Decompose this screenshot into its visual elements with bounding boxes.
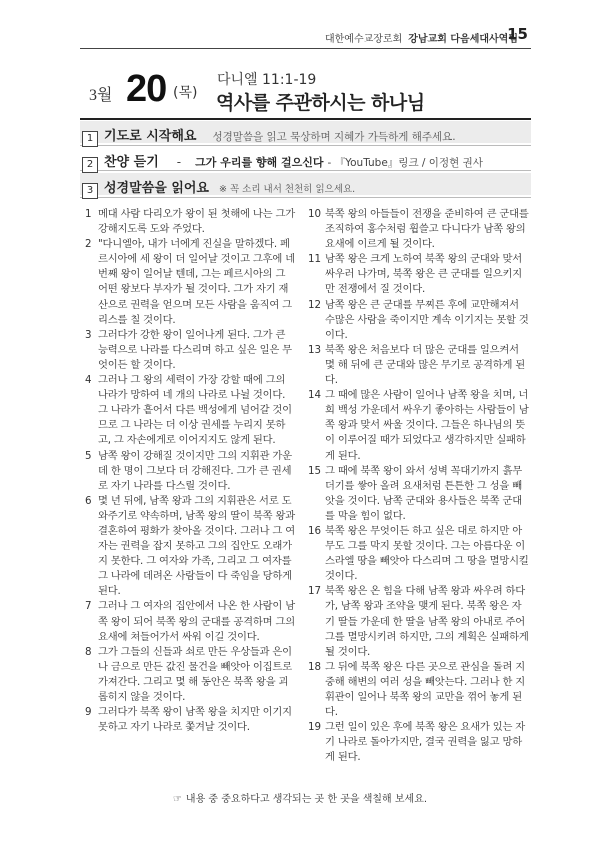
verse-number: 19 <box>308 721 322 734</box>
step-description: ※ 꼭 소리 내서 천천히 읽으세요. <box>219 184 356 195</box>
verse-item <box>85 705 297 735</box>
verse-column-left <box>85 207 297 735</box>
day-label: 20 <box>126 68 167 110</box>
verse-number: 4 <box>85 374 92 387</box>
verse-item <box>85 449 297 494</box>
organization-name: 대한예수교장로회 <box>324 34 403 45</box>
step-title: 성경말씀을 읽어요 <box>104 181 209 196</box>
footer-instruction <box>0 790 600 805</box>
verse-number: 17 <box>308 585 322 598</box>
verse-item <box>308 464 530 524</box>
verse-text: 메대 사람 다리오가 왕이 된 첫해에 나는 그가 강해지도록 도와 주었다. <box>98 208 295 236</box>
verse-number: 8 <box>85 645 92 658</box>
verse-text: 북쪽 왕은 무엇이든 하고 싶은 대로 하지만 아무도 그를 막지 못할 것이다. 그는 아름다운 이스라엘 땅을 빼앗아 다스리며 그 땅을 멸망시킬 것이다. <box>325 524 529 583</box>
verse-text: 그러다가 북쪽 왕이 남쪽 왕을 치지만 이기지 못하고 자기 나라로 쫓겨날 것이다. <box>98 706 292 734</box>
header-divider <box>80 48 531 49</box>
month-label: 3월 <box>89 87 113 104</box>
verse-number: 12 <box>308 298 322 311</box>
verse-text: 북쪽 왕은 온 힘을 다해 남쪽 왕과 싸우려 하다가, 남쪽 왕과 조약을 맺게 된다. 북쪽 왕은 자기 딸들 가운데 한 딸을 남쪽 왕의 아내로 주어 그를 멸망시키려 하지만, 그의 계획은 실패하게 될 것이다. <box>325 585 529 658</box>
step-number-box: 1 <box>82 131 98 147</box>
scripture-reference: 다니엘 11:1-19 <box>217 72 317 88</box>
title-divider <box>80 118 531 120</box>
verse-item <box>308 343 530 388</box>
verse-text: 남쪽 왕이 강해질 것이지만 그의 지휘관 가운데 한 명이 그보다 더 강해진다. 그가 큰 권세로 자기 나라를 다스릴 것이다. <box>98 449 292 492</box>
verse-text: 그 뒤에 북쪽 왕은 다른 곳으로 관심을 돌려 지중해 해변의 여러 성을 빼앗는다. 그러나 한 지휘관이 일어나 북쪽 왕의 교만을 꺾어 놓게 된다. <box>325 660 526 719</box>
church-name: 강남교회 다음세대사역팀 <box>408 34 518 45</box>
footer-note-text: 내용 중 중요하다고 생각되는 곳 한 곳을 색칠해 보세요. <box>185 794 428 805</box>
verse-text: 그 때에 많은 사람이 일어나 남쪽 왕을 치며, 너희 백성 가운데서 싸우기 좋아하는 사람들이 남쪽 왕과 맞서 싸울 것이다. 그들은 하나님의 뜻이 이루어질 때가 되었다고 생각하지만 실패하게 된다. <box>325 389 529 462</box>
verse-text: 남쪽 왕은 큰 군대를 무찌른 후에 교만해져서 수많은 사람을 죽이지만 계속 이기지는 못할 것이다. <box>325 298 529 341</box>
verse-item <box>85 599 297 644</box>
page-number: 15 <box>507 25 528 43</box>
verse-item <box>85 373 297 448</box>
hymn-source: - 『YouTube』링크 / 이정현 권사 <box>327 157 483 169</box>
verse-item <box>85 645 297 705</box>
verse-text: 북쪽 왕의 아들들이 전쟁을 준비하여 큰 군대를 조직하여 홍수처럼 휩쓸고 다니다가 남쪽 왕의 요새에 이르게 될 것이다. <box>325 208 529 251</box>
step-title: 기도로 시작해요 <box>104 129 197 144</box>
verse-number: 14 <box>308 389 322 402</box>
verse-text: 그 때에 북쪽 왕이 와서 성벽 꼭대기까지 흙무더기를 쌓아 올려 요새처럼 튼튼한 그 성을 빼앗을 것이다. 남쪽 군대와 용사들은 북쪽 군대를 막을 힘이 없다. <box>325 464 522 522</box>
verse-number: 10 <box>308 208 322 220</box>
step-number-box: 2 <box>82 157 98 173</box>
verse-item <box>85 328 297 373</box>
verse-item <box>308 207 530 252</box>
verse-number: 3 <box>85 328 92 341</box>
verse-column-right <box>308 207 530 765</box>
verse-item <box>308 660 530 720</box>
step-title: 찬양 듣기 <box>104 155 159 170</box>
verse-text: 그러나 그 왕의 세력이 가장 강할 때에 그의 나라가 망하여 네 개의 나라로 나뉠 것이다. 그 나라가 흩어서 다른 백성에게 넘어갈 것이므로 그 나라는 더 이상 권세를 누리지 못하고, 그 자손에게로 이어지지도 않게 된다. <box>98 374 292 447</box>
verse-number: 2 <box>85 238 92 251</box>
running-header <box>325 30 518 45</box>
verse-number: 5 <box>85 449 92 462</box>
verse-number: 6 <box>85 494 92 507</box>
verse-item <box>308 252 530 297</box>
verse-item <box>308 524 530 584</box>
step-listen-hymn <box>82 151 483 172</box>
verse-text: 그러다가 강한 왕이 일어나게 된다. 그가 큰 능력으로 나라를 다스리며 하고 싶은 일은 무엇이든 할 것이다. <box>98 328 292 371</box>
verse-item <box>85 207 297 237</box>
step-description: 성경말씀을 읽고 묵상하며 지혜가 가득하게 해주세요. <box>212 131 456 143</box>
verse-text: 그가 그들의 신들과 쇠로 만든 우상들과 은이나 금으로 만든 값진 물건을 빼앗아 이집트로 가져간다. 그리고 몇 해 동안은 북쪽 왕을 괴롭히지 않을 것이다. <box>98 645 292 703</box>
hymn-title: 그가 우리를 향해 걸으신다 <box>195 156 324 169</box>
verse-text: 몇 년 뒤에, 남쪽 왕과 그의 지휘관은 서로 도와주기로 약속하며, 남쪽 왕의 딸이 북쪽 왕과 결혼하여 평화가 찾아올 것이다. 그러나 그 여자는 권력을 잡지 못하고 그의 집안도 오래가지 못한다. 그 여자와 가족, 그리고 그 여자를 그 나라에 데려온 사람들이 다 죽임을 당하게 된다. <box>98 494 295 598</box>
verse-text: 그런 일이 있은 후에 북쪽 왕은 요새가 있는 자기 나라로 돌아가지만, 결국 권력을 잃고 망하게 된다. <box>325 721 526 764</box>
pointing-hand-icon: ☞ <box>172 794 182 805</box>
weekday-label: (목) <box>173 85 198 101</box>
verse-text: "다니엘아, 내가 너에게 진실을 말하겠다. 페르시아에 세 왕이 더 일어날 것이고 그후에 네 번째 왕이 일어날 텐데, 그는 페르시아의 그 어떤 왕보다 부자가 될 것이다. 그가 자기 재산으로 권력을 얻으며 모든 사람을 움직여 그리스를 칠 것이다. <box>98 238 295 326</box>
verse-number: 1 <box>85 208 92 220</box>
verse-text: 남쪽 왕은 크게 노하여 북쪽 왕의 군대와 맞서 싸우러 나가며, 북쪽 왕은 큰 군대를 일으키지만 전쟁에서 질 것이다. <box>325 253 522 296</box>
verse-item <box>308 584 530 659</box>
step-read-scripture <box>82 177 355 198</box>
verse-number: 11 <box>308 253 322 266</box>
verse-item <box>308 720 530 765</box>
verse-text: 북쪽 왕은 처음보다 더 많은 군대를 일으켜서 몇 해 뒤에 큰 군대와 많은 무기로 공격하게 된다. <box>325 343 526 387</box>
page-title: 역사를 주관하시는 하나님 <box>216 92 425 114</box>
verse-item <box>308 388 530 463</box>
verse-number: 16 <box>308 524 322 537</box>
verse-number: 15 <box>308 464 322 477</box>
verse-item <box>85 237 297 328</box>
verse-item <box>85 494 297 600</box>
verse-text: 그러나 그 여자의 집안에서 나온 한 사람이 남쪽 왕이 되어 북쪽 왕의 군대를 공격하며 그의 요새에 쳐들어가서 싸워 이길 것이다. <box>98 600 295 643</box>
step-separator: - <box>176 155 182 169</box>
verse-number: 7 <box>85 600 92 613</box>
verse-item <box>308 298 530 343</box>
step-number-box: 3 <box>82 183 98 199</box>
verse-number: 18 <box>308 660 322 673</box>
verse-number: 13 <box>308 343 322 356</box>
step-pray <box>82 125 456 146</box>
verse-number: 9 <box>85 706 92 719</box>
